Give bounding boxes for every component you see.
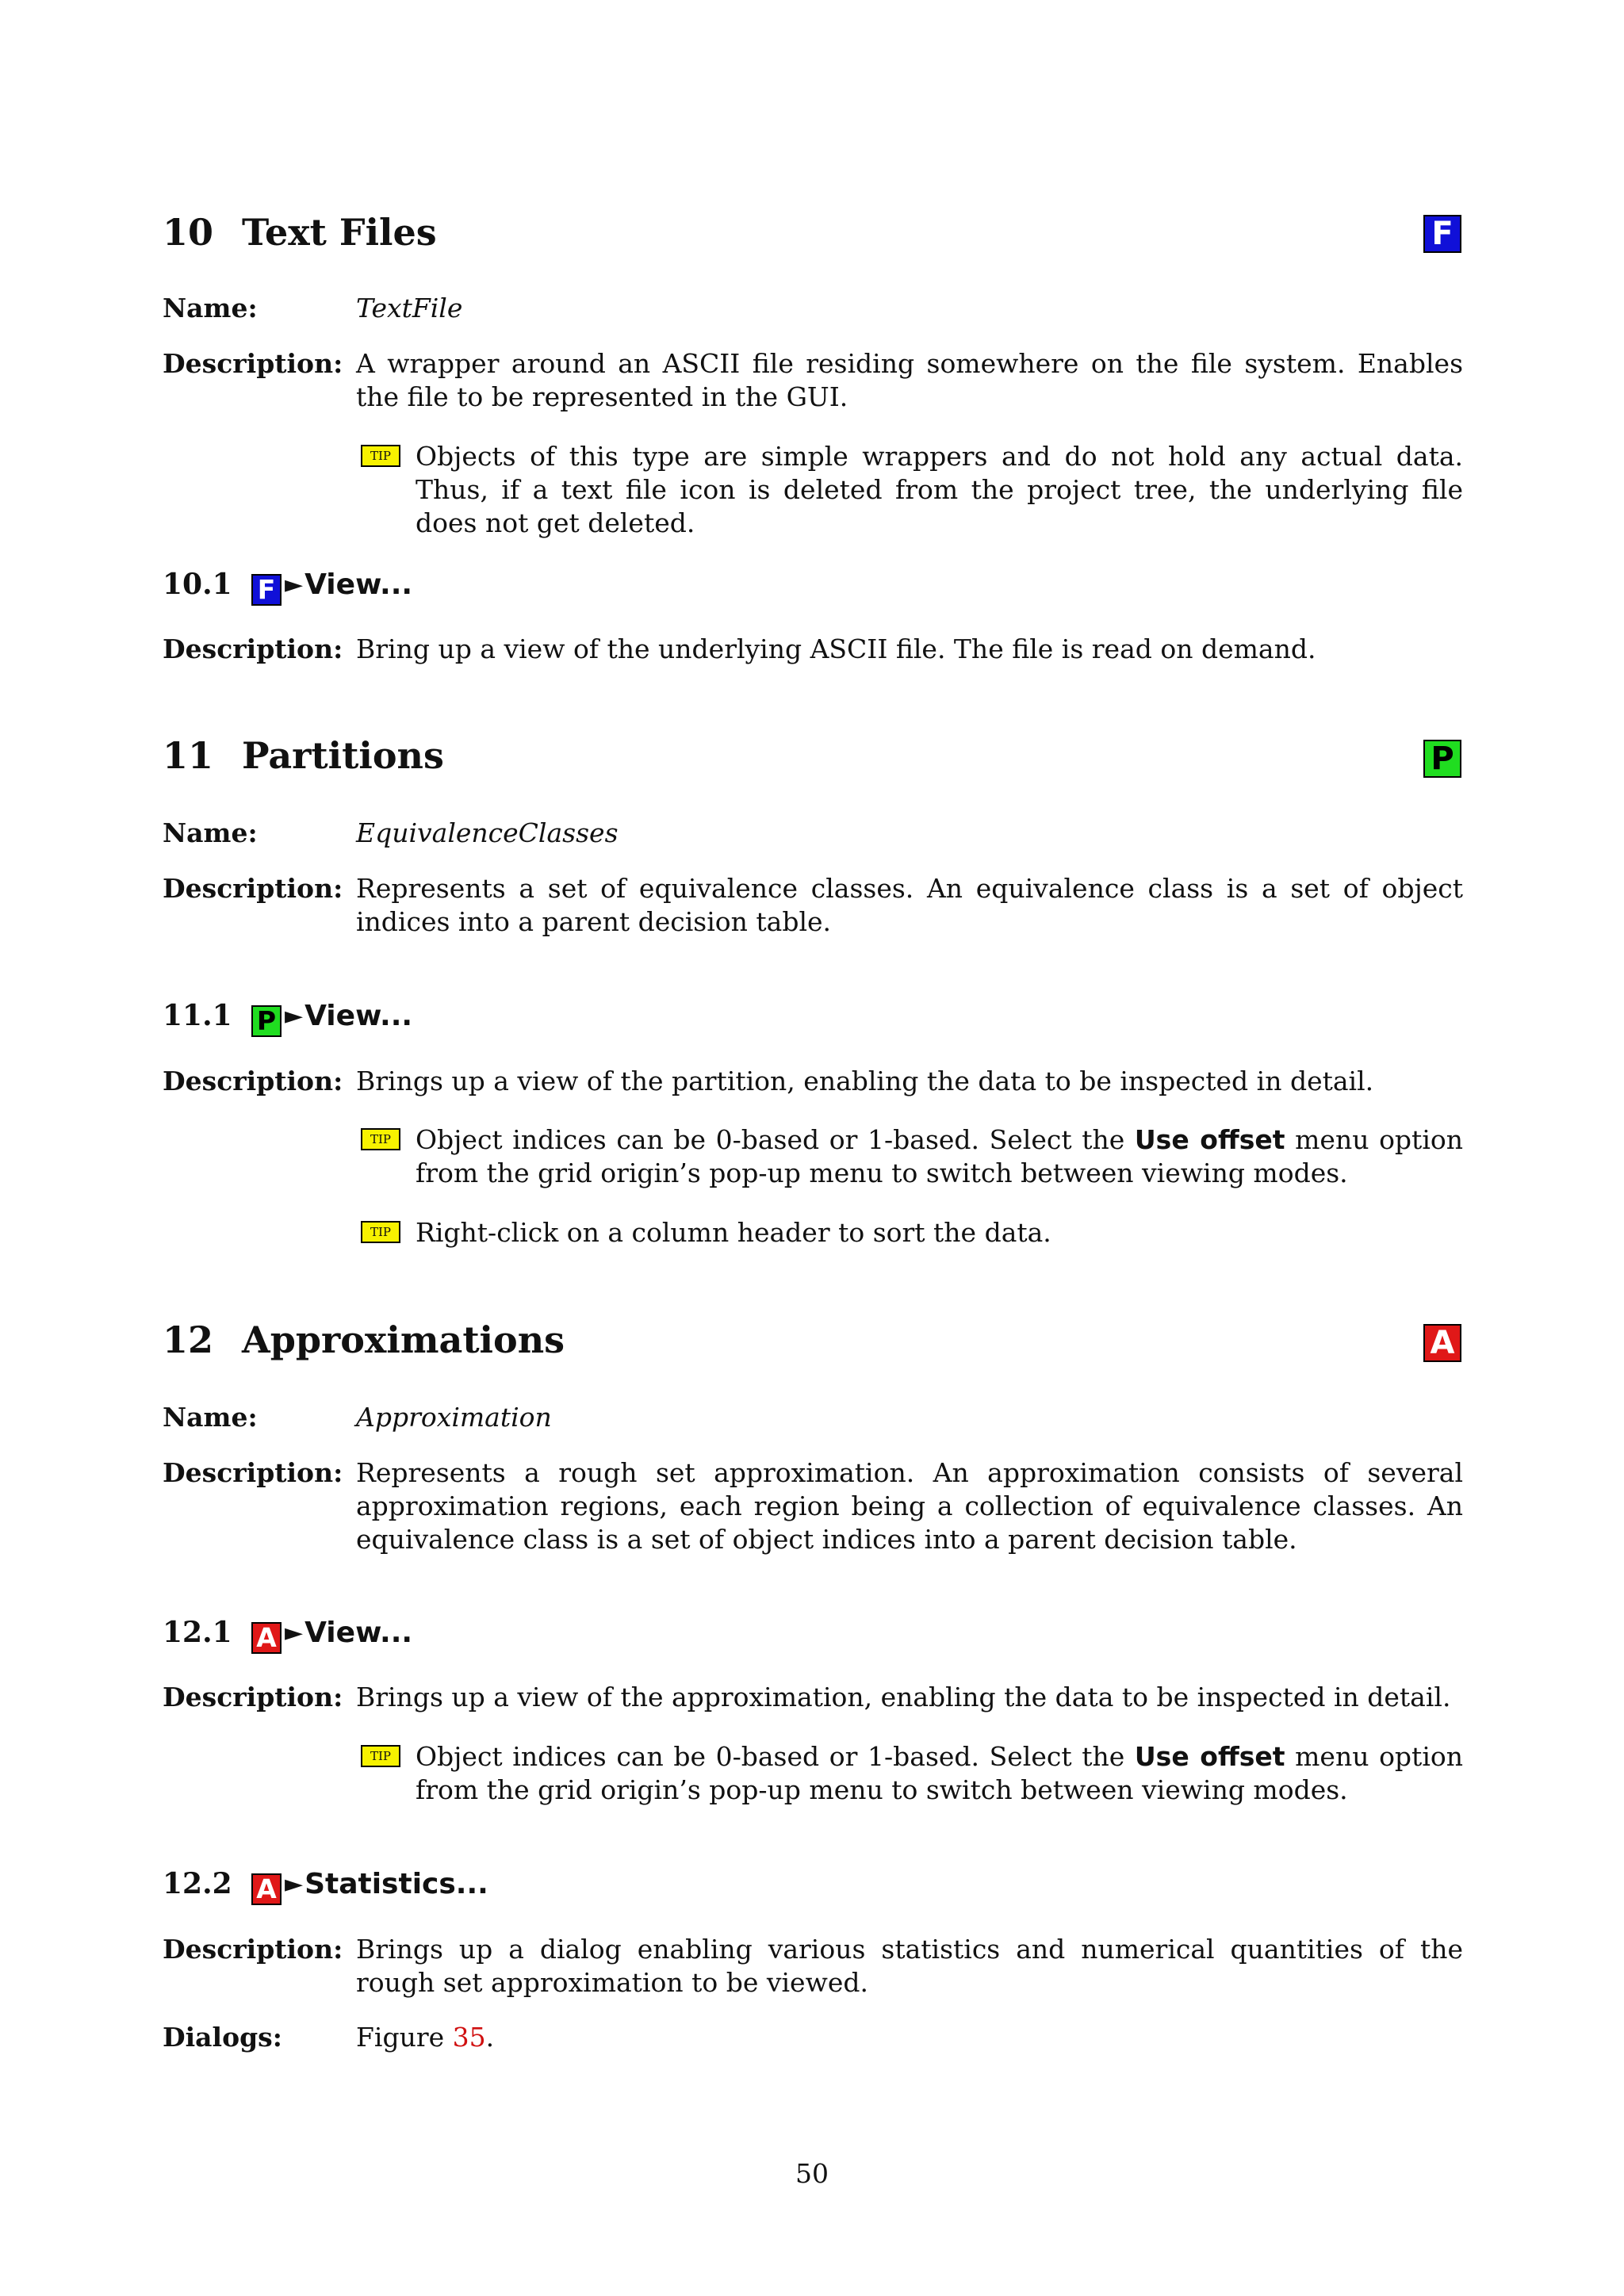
- command-name: Statistics...: [304, 1868, 488, 1900]
- subsection-10-1-heading: [163, 566, 412, 606]
- description-label: Description:: [163, 1066, 343, 1096]
- section-10-heading: [163, 210, 437, 254]
- name-value: EquivalenceClasses: [356, 817, 619, 848]
- tip-icon: TIP: [361, 1221, 400, 1243]
- name-label: Name:: [163, 293, 258, 323]
- menu-arrow-icon: ►: [285, 1870, 304, 1898]
- tip-text: Right-click on a column header to sort the data.: [416, 1217, 1051, 1248]
- command-name: View...: [304, 1617, 413, 1649]
- section-12-heading: [163, 1318, 565, 1362]
- description-label: Description:: [163, 1682, 343, 1712]
- description-field: [163, 872, 1463, 939]
- dialogs-field: [163, 2021, 1463, 2054]
- section-number: 11: [163, 734, 214, 777]
- subsection-number: 11.1: [163, 999, 232, 1032]
- subsection-number: 12.2: [163, 1867, 232, 1900]
- description-text: Bring up a view of the underlying ASCII file. The file is read on demand.: [356, 633, 1316, 664]
- description-text: Represents a set of equivalence classes. An equivalence class is a set of object indices into a parent decision table.: [356, 873, 1463, 937]
- menu-arrow-icon: ►: [285, 1619, 304, 1647]
- tip-text: Object indices can be 0-based or 1-based. Select the Use offset menu option from the grid origin’s pop-up menu to switch between viewing modes.: [416, 1741, 1463, 1805]
- tip-icon: TIP: [361, 445, 400, 467]
- approximation-icon: A: [1423, 1324, 1461, 1362]
- menu-arrow-icon: ►: [285, 1002, 304, 1030]
- description-label: Description:: [163, 1457, 343, 1488]
- tip-icon: TIP: [361, 1128, 400, 1150]
- description-text: Represents a rough set approximation. An approximation consists of several approximation regions, each region being a collection of equivalence classes. An equivalence class is a set of object indices into a parent decision table.: [356, 1457, 1463, 1555]
- tip-block: [361, 1740, 1463, 1807]
- name-field: [163, 1401, 1463, 1434]
- description-label: Description:: [163, 348, 343, 379]
- description-field: [163, 1456, 1463, 1556]
- command-name: View...: [304, 1000, 413, 1032]
- description-label: Description:: [163, 1934, 343, 1965]
- tip-text: Objects of this type are simple wrappers and do not hold any actual data. Thus, if a text file icon is deleted from the project tree, the underlying file does not get deleted.: [416, 441, 1463, 538]
- tip-icon: TIP: [361, 1745, 400, 1767]
- description-label: Description:: [163, 633, 343, 664]
- menu-arrow-icon: ►: [285, 571, 304, 599]
- description-text: Brings up a dialog enabling various statistics and numerical quantities of the rough set approximation to be viewed.: [356, 1934, 1463, 1998]
- subsection-number: 10.1: [163, 568, 232, 601]
- textfile-icon: F: [251, 574, 282, 606]
- section-11-heading: [163, 733, 444, 778]
- approximation-icon: A: [251, 1873, 282, 1905]
- section-title: Partitions: [242, 734, 444, 777]
- figure-link[interactable]: 35: [452, 2022, 486, 2053]
- description-field: [163, 1065, 1463, 1098]
- menu-option-name: Use offset: [1134, 1741, 1285, 1772]
- section-title: Text Files: [242, 211, 437, 254]
- name-value: TextFile: [356, 293, 463, 323]
- command-name: View...: [304, 568, 413, 601]
- tip-block: [361, 440, 1463, 540]
- section-number: 10: [163, 211, 214, 254]
- name-field: [163, 292, 1463, 325]
- dialogs-label: Dialogs:: [163, 2022, 282, 2053]
- menu-option-name: Use offset: [1134, 1124, 1285, 1155]
- subsection-12-1-heading: [163, 1614, 412, 1654]
- description-field: [163, 633, 1463, 666]
- tip-text: Object indices can be 0-based or 1-based. Select the Use offset menu option from the grid origin’s pop-up menu to switch between viewing modes.: [416, 1124, 1463, 1188]
- section-number: 12: [163, 1318, 214, 1361]
- name-label: Name:: [163, 1402, 258, 1433]
- description-field: [163, 1681, 1463, 1714]
- description-text: Brings up a view of the partition, enabling the data to be inspected in detail.: [356, 1066, 1374, 1096]
- partition-icon: P: [251, 1005, 282, 1037]
- description-field: [163, 347, 1463, 414]
- tip-block: [361, 1216, 1463, 1249]
- page-number: 50: [795, 2158, 829, 2189]
- name-label: Name:: [163, 817, 258, 848]
- section-title: Approximations: [242, 1318, 565, 1361]
- description-text: Brings up a view of the approximation, enabling the data to be inspected in detail.: [356, 1682, 1451, 1712]
- dialogs-value: Figure 35.: [356, 2022, 495, 2053]
- description-text: A wrapper around an ASCII file residing somewhere on the file system. Enables the file to be represented in the GUI.: [356, 348, 1463, 412]
- tip-block: [361, 1123, 1463, 1190]
- approximation-icon: A: [251, 1622, 282, 1654]
- description-label: Description:: [163, 873, 343, 904]
- description-field: [163, 1933, 1463, 1999]
- subsection-11-1-heading: [163, 997, 412, 1037]
- textfile-icon: F: [1423, 215, 1461, 253]
- subsection-number: 12.1: [163, 1616, 232, 1649]
- partition-icon: P: [1423, 740, 1461, 778]
- name-value: Approximation: [356, 1402, 552, 1433]
- subsection-12-2-heading: [163, 1866, 488, 1905]
- name-field: [163, 817, 1463, 850]
